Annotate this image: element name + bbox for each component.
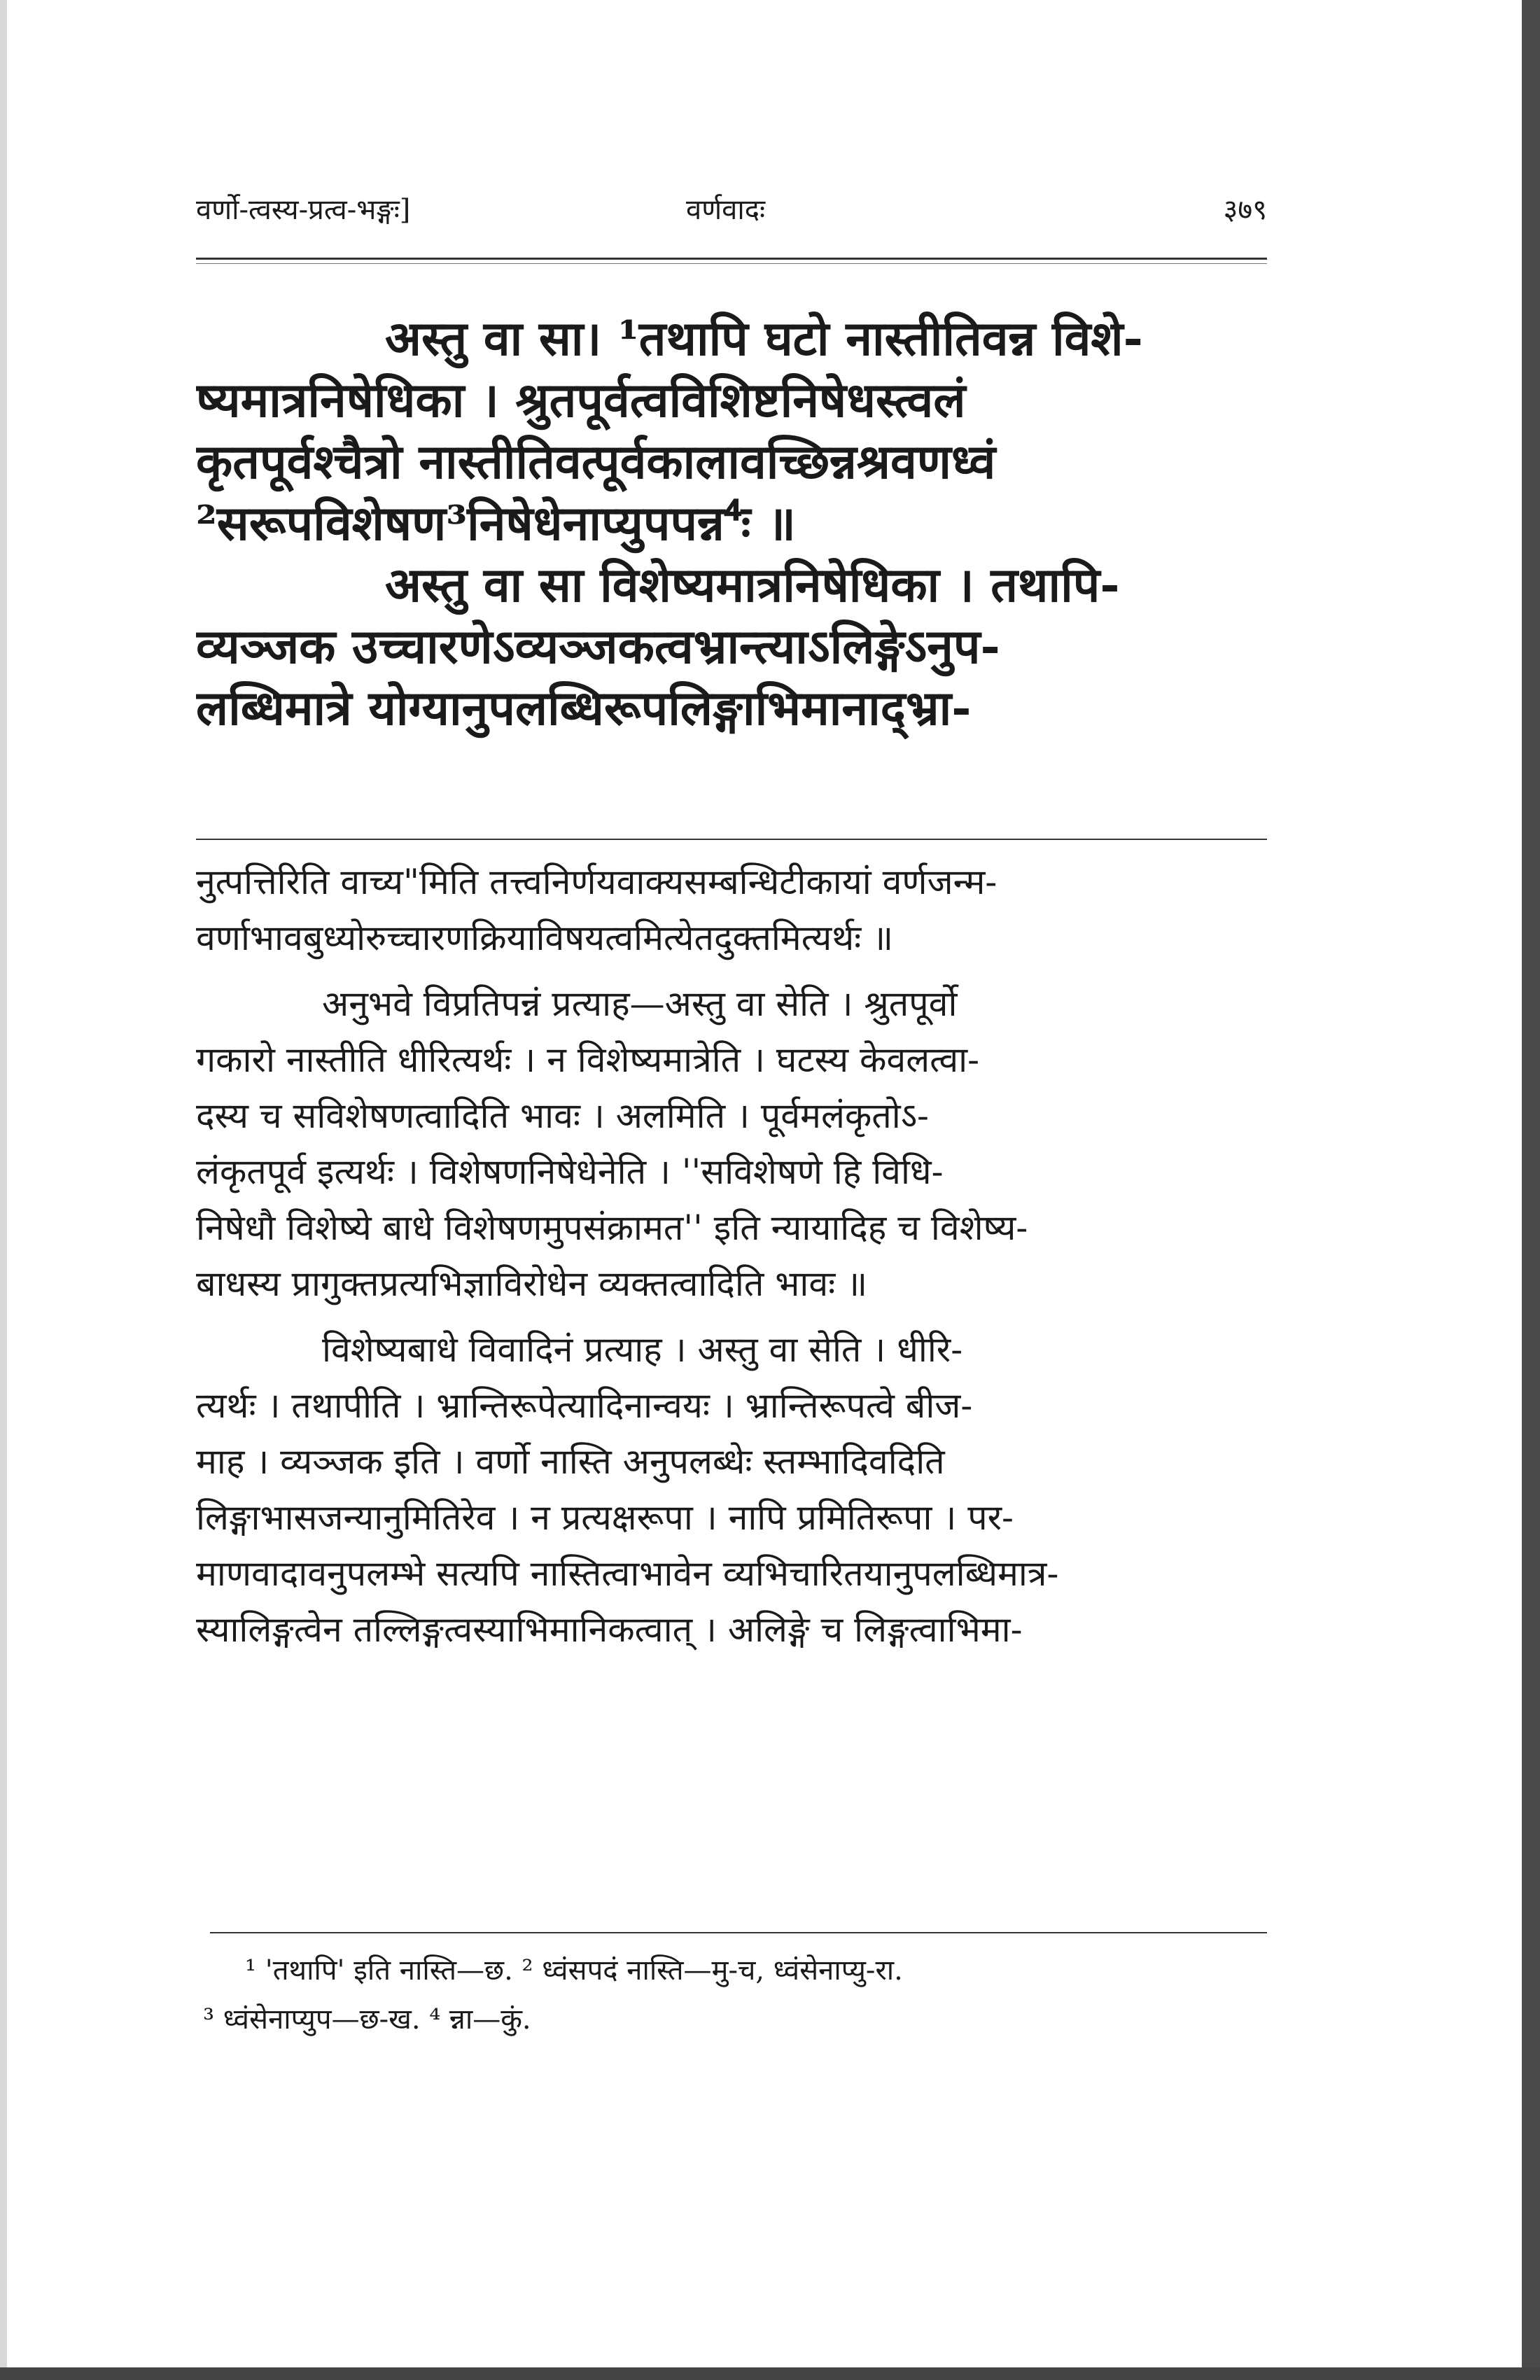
commentary-line: नुत्पत्तिरिति वाच्य"मिति तत्त्वनिर्णयवाक्यसम्बन्धिटीकायां वर्णजन्म-	[196, 862, 997, 902]
commentary-line: विशेष्यबाधे विवादिनं प्रत्याह । अस्तु वा सेति । धीरि-	[322, 1329, 963, 1370]
header-rule	[196, 258, 1267, 260]
commentary-line: वर्णाभावबुध्योरुच्चारणक्रियाविषयत्वमित्येतदुक्तमित्यर्थः ॥	[196, 918, 894, 958]
commentary-line: गकारो नास्तीति धीरित्यर्थः । न विशेष्यमात्रेति । घटस्य केवलत्वा-	[196, 1040, 979, 1080]
commentary-paragraph-2	[196, 976, 1267, 1312]
commentary-line: लंकृतपूर्व इत्यर्थः । विशेषणनिषेधेनेति । ''सविशेषणे हि विधि-	[196, 1152, 944, 1192]
mula-line: अस्तु वा सा। ¹तथापि घटो नास्तीतिवन्न विशे-	[385, 311, 1143, 367]
commentary-line: अनुभवे विप्रतिपन्नं प्रत्याह—अस्तु वा सेति । श्रुतपूर्वो	[322, 983, 958, 1024]
commentary-line: बाधस्य प्रागुक्तप्रत्यभिज्ञाविरोधेन व्यक्तत्वादिति भावः ॥	[196, 1264, 868, 1304]
page-header	[196, 189, 1267, 238]
mula-text	[196, 308, 1267, 753]
scan-right-edge	[1522, 0, 1540, 2380]
commentary-line: निषेधौ विशेष्ये बाधे विशेषणमुपसंक्रामत'' इति न्यायादिह च विशेष्य-	[196, 1208, 1028, 1248]
commentary-line: लिङ्गाभासजन्यानुमितिरेव । न प्रत्यक्षरूपा । नापि प्रमितिरूपा । पर-	[196, 1497, 1014, 1538]
section-divider	[196, 839, 1267, 840]
page-number: ३७९	[1223, 194, 1267, 226]
scan-left-edge	[0, 0, 7, 2380]
mula-line: ष्यमात्रनिषेधिका । श्रुतपूर्वत्वविशिष्टनिषेधस्त्वलं	[196, 372, 966, 428]
header-rule-thin	[196, 263, 1267, 264]
commentary-line: दस्य च सविशेषणत्वादिति भावः । अलमिति । पूर्वमलंकृतोऽ-	[196, 1096, 929, 1136]
commentary-line: माणवादावनुपलम्भे सत्यपि नास्तित्वाभावेन व्यभिचारितयानुपलब्धिमात्र-	[196, 1553, 1059, 1594]
mula-line: व्यञ्जक उच्चारणेऽव्यञ्जकत्वभ्रान्त्याऽलिङ्गेऽनुप-	[196, 619, 1000, 675]
footnotes	[203, 1946, 1267, 2044]
commentary-paragraph-1	[196, 854, 1267, 966]
running-head-center: वर्णवादः	[686, 194, 766, 226]
footnote-rule	[210, 1932, 1267, 1933]
commentary-line: त्यर्थः । तथापीति । भ्रान्तिरूपेत्यादिनान्वयः । भ्रान्तिरूपत्वे बीज-	[196, 1385, 973, 1426]
footnote-line: ³ ध्वंसेनाप्युप—छ-ख. ⁴ न्ना—कुं.	[203, 2003, 531, 2036]
mula-line: अस्तु वा सा विशेष्यमात्रनिषेधिका । तथापि-	[385, 557, 1120, 613]
mula-line: लब्धिमात्रे योग्यानुपलब्धिरूपलिङ्गाभिमानाद्भ्रा-	[196, 680, 972, 736]
mula-line: कृतपूर्वश्चैत्रो नास्तीतिवत्पूर्वकालावच्छिन्नश्रवणध्वं	[196, 434, 996, 490]
commentary-text	[196, 854, 1267, 1658]
commentary-line: स्यालिङ्गत्वेन तल्लिङ्गत्वस्याभिमानिकत्वात् । अलिङ्गे च लिङ्गत्वाभिमा-	[196, 1609, 1023, 1650]
mula-block	[196, 308, 1267, 739]
commentary-paragraph-3	[196, 1322, 1267, 1658]
mula-line: ²सरूपविशेषण³निषेधेनाप्युपपन्न⁴ः ॥	[196, 496, 796, 552]
footnote-line: ¹ 'तथापि' इति नास्ति—छ. ² ध्वंसपदं नास्ति—मु-च, ध्वंसेनाप्यु-रा.	[245, 1954, 903, 1987]
running-head-left: वर्णो-त्वस्य-प्रत्व-भङ्गः]	[196, 194, 411, 226]
scan-bottom-edge	[0, 2367, 1540, 2380]
commentary-line: माह । व्यञ्जक इति । वर्णो नास्ति अनुपलब्धेः स्तम्भादिवदिति	[196, 1441, 945, 1482]
